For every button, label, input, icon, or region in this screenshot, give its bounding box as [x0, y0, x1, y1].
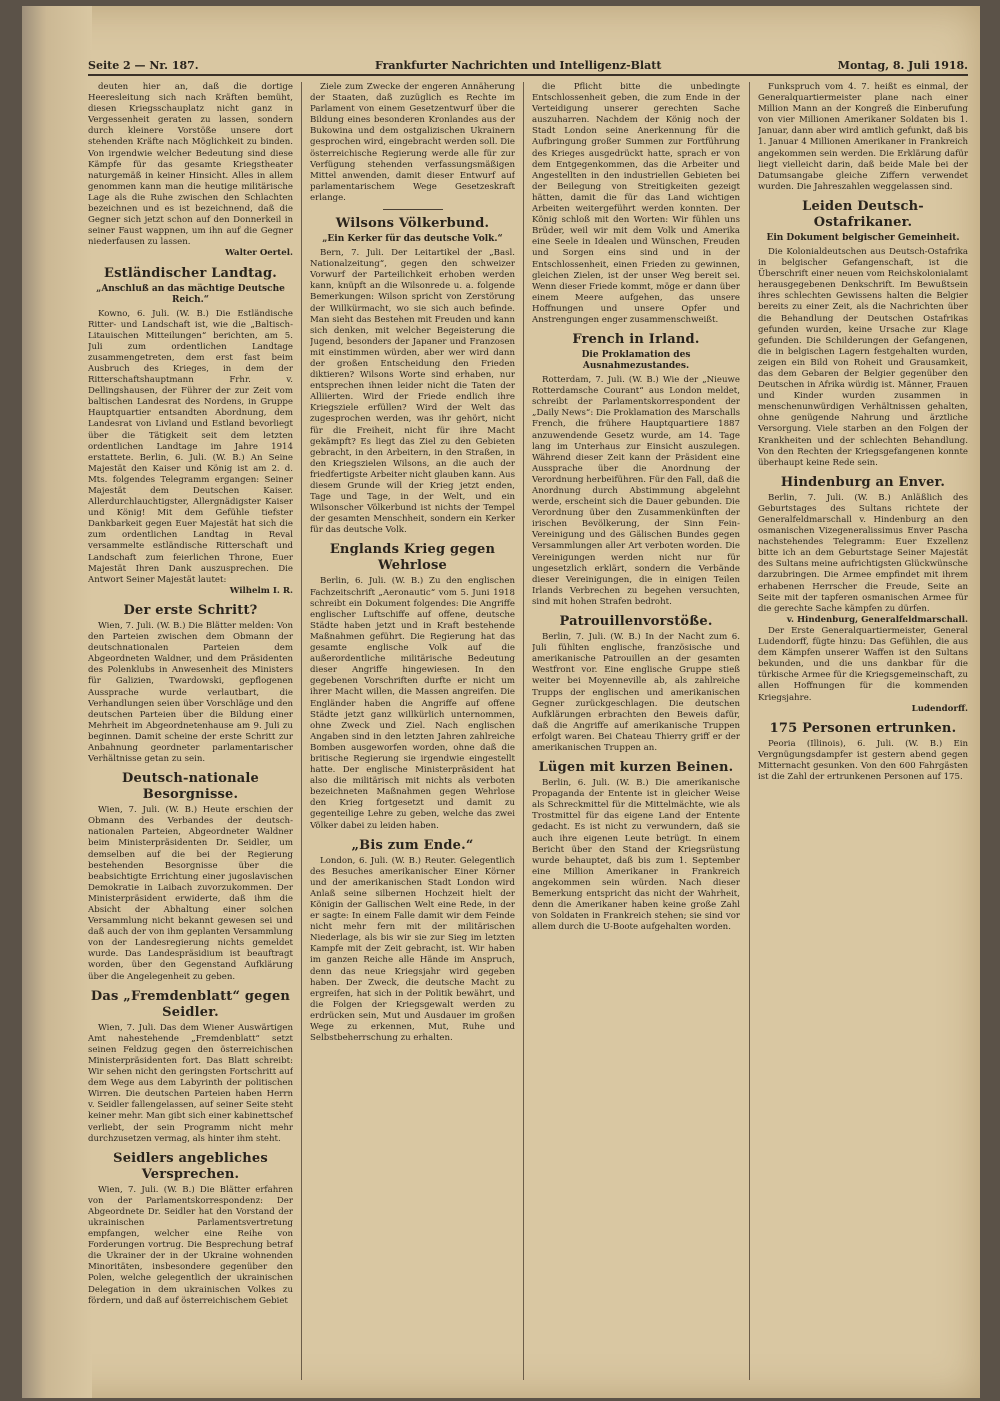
article-text: Wien, 7. Juli. Das dem Wiener Auswärtigen Amt nahestehende „Fremdenblatt“ setzt seinen Feldzug gegen den österreichischen Ministerpräsidenten fort. Das Blatt schreibt: Wir sehen nicht den geringsten Fortschritt auf dem Wege aus dem Labyrinth der politischen Wirren. Die deutschen Parteien haben Herrn v. Seidler fallengelassen, auf seiner Seite steht keiner mehr. Man gibt sich einer kabinettschef verliebt, der sein Programm nicht mehr durchzusetzen vermag, als hinter ihm steht. — [88, 1022, 293, 1144]
article-subtitle: Die Proklamation des Ausnahmezustandes. — [581, 350, 691, 372]
article-title: Seidlers angebliches Versprechen. — [113, 1150, 268, 1182]
column-4 — [758, 82, 968, 1382]
header-masthead: Frankfurter Nachrichten und Intelligenz-Blatt — [375, 59, 662, 72]
article-title: Hindenburg an Enver. — [780, 474, 946, 490]
article-title: Wilsons Völkerbund. — [335, 216, 490, 232]
separator — [383, 209, 443, 210]
article-title: Patrouillenvorstöße. — [559, 614, 713, 630]
article-title: „Bis zum Ende.“ — [351, 837, 474, 853]
article-title: Lügen mit kurzen Beinen. — [538, 760, 734, 776]
article-title: Der erste Schritt? — [123, 602, 258, 618]
article-title: French in Irland. — [572, 332, 700, 348]
article-signature: Wilhelm I. R. — [229, 585, 293, 596]
article-title: Estländischer Landtag. — [104, 265, 277, 281]
article-text: Berlin, 7. Juli. (W. B.) In der Nacht zum 6. Juli fühlten englische, französische und amerikanische Patrouillen an der gesamten Westfront vor. Eine englische Gruppe stieß weiter bei Moyenneville ab, als zahlreiche Trupps der englischen und amerikanischen Gegner zurückgeschlagen. Die deutschen Aufklärungen erbrachten den Beweis dafür, daß die Angriffe auf amerikanische Truppen erfolgt waren. Bei Chateau Thierry griff er der amerikanischen Truppen an. — [532, 632, 740, 753]
article-subtitle: „Anschluß an das mächtige Deutsche Reich.“ — [96, 283, 285, 305]
newspaper-page — [88, 56, 968, 1390]
article-subtitle: Ein Dokument belgischer Gemeinheit. — [766, 232, 960, 243]
article-signature: Ludendorff. — [911, 703, 968, 714]
article-text: Kowno, 6. Juli. (W. B.) Die Estländische Ritter- und Landschaft ist, wie die „Baltisch-Litauischen Mitteilungen“ berichten, am 5. Juli zum ordentlichen Landtage zusammengetreten, dem erst fast beim Ausbruch des Krieges, in dem der Ritterschaftshauptmann Frhr. v. Dellingshausen, der Führer der zur Zeit vom baltischen Landesrat des Nordens, in Gruppe Hauptquartier entsandten Abordnung, dem Landesrat von Livland und Estland bevorliegt über die Tätigkeit seit dem letzten ordentlichen Landtage im Jahre 1914 erstattete. Berlin, 6. Juli. (W. B.) An Seine Majestät den Kaiser und König ist am 2. d. Mts. folgendes Telegramm ergangen: Seiner Majestät dem Deutschen Kaiser. Allerdurchlauchtigster, Allergnädigster Kaiser und König! Mit dem Gefühle tiefster Dankbarkeit gegen Euer Majestät hat sich die zum ordentlichen Landtag in Reval versammelte estländische Ritterschaft und Landschaft zum feierlichen Throne, Euer Majestät Ihren Dank auszusprechen. Die Antwort Seiner Majestät lautet: — [88, 308, 293, 585]
article-text: London, 6. Juli. (W. B.) Reuter. Gelegentlich des Besuches amerikanischer Einer Körner und der amerikanischen Stadt London wird Anlaß seine silbernen Hochzeit hielt der Königin der Gallischen Welt eine Rede, in der er sagte: In einem Falle damit wir dem Feinde nicht mehr fern mit der militärischen Niederlage, als bis wir sie zur Sieg im letzten Kampfe mit der Zeit gebracht, ist. Wir haben im ganzen Reiche alle Hände im Anspruch, denn das neue Kriegsjahr wird gegeben haben. Der Zweck, die deutsche Macht zu ergreifen, hat sich in der Politik bewährt, und die Folgen der Kriegsgewalt werden zu erdrücken sein, Mut und Ausdauer im großen Wege zu erkennen, Mut, Ruhe und Selbstbeherrschung zu erhalten. — [310, 855, 515, 1044]
column-3 — [532, 82, 740, 1382]
article-title: 175 Personen ertrunken. — [769, 720, 957, 736]
article-text: deuten hier an, daß die dortige Heeresleitung sich nach Kräften bemüht, diesen Kriegsschauplatz nicht ganz in Vergessenheit geraten zu lassen, sondern durch kleinere Vorstöße unsere dort stehenden Kräfte nach Möglichkeit zu binden. Von irgendwie welcher Bedeutung sind diese Kämpfe für das gesamte Kriegstheater naturgemäß in keiner Hinsicht. Alles in allem genommen kann man die heutige militärische Lage als die Ruhe zwischen den Schlachten bezeichnen und es ist bezeichnend, daß die Gegner sich jetzt schon auf den Donnerkeil in seiner Faust wappnen, um ihn auf die Gegner niederfausen zu lassen. — [88, 82, 293, 248]
article-text: Peoria (Illinois), 6. Juli. (W. B.) Ein Vergnügungsdampfer ist gestern abend gegen Mitternacht gesunken. Von den 600 Fahrgästen ist die Zahl der ertrunkenen Personen auf 175. — [758, 738, 968, 782]
header-page-number: Seite 2 — Nr. 187. — [88, 59, 199, 72]
article-text: Berlin, 7. Juli. (W. B.) Anläßlich des Geburtstages des Sultans richtete der Generalfeldmarschall v. Hindenburg an den osmanischen Vizegeneralissimus Enver Pascha nachstehendes Telegramm: Euer Exzellenz bitte ich an dem Geburtstage Seiner Majestät des Sultans meine aufrichtigsten Glückwünsche darzubringen. Die Armee empfindet mit ihrem erhabenen Herrscher die Freude, Seite an Seite mit der tapferen osmanischen Armee für die gerechte Sache kämpfen zu dürfen. — [758, 492, 968, 614]
article-title: Leiden Deutsch-Ostafrikaner. — [802, 198, 924, 230]
article-title: Deutsch-nationale Besorgnisse. — [121, 771, 260, 803]
article-text: Bern, 7. Juli. Der Leitartikel der „Basl. Nationalzeitung“, gegen den schweizer Vorwurf der Parteilichkeit erhoben werden kann, knüpft an die Wilsonrede u. a. folgende Bemerkungen: Wilson spricht von Zerstörung der Willkürmacht, wo sie sich auch befinde. Man sieht das Bestehen mit Freuden und kann sich denken, mit welcher Begeisterung die Jugend, besonders der Japaner und Franzosen mit einstimmen würden, aber wer wird dann der großen Entscheidung den Frieden diktieren? Wilsons Worte sind erhaben, nur entsprechen ihnen leider nicht die Taten der Alliierten. Wird der Friede endlich ihre Kriegsziele erfüllen? Wird der Welt das zugesprochen werden, was ihr gehört, nicht für die Freiheit, nicht für ihre Macht gekämpft? Es liegt das Ziel zu den Gebieten gebracht, in den Arbeitern, in den Straßen, in den Kriegszielen Wilsons, an die auch der friedfertigste Arbeiter nicht glauben kann. Aus diesem Grunde will der Krieg jetzt enden, Tage und Tage, in der Welt, und ein Wilsonscher Völkerbund ist nichts der Tempel der gesamten Menschheit, sondern ein Kerker für das deutsche Volk. — [310, 248, 515, 536]
column-2 — [310, 82, 515, 1382]
page-header — [88, 56, 968, 76]
article-signature: v. Hindenburg, Generalfeldmarschall. — [786, 614, 968, 625]
article-signature: Walter Oertel. — [225, 248, 293, 259]
column-rule — [749, 82, 750, 1380]
article-text: Funkspruch vom 4. 7. heißt es einmal, der Generalquartiermeister plane nach einer Million Mann an der Kongreß die Einberufung von vier Millionen Amerikaner Soldaten bis 1. Januar, dann aber wird amtlich gefunkt, daß bis 1. Januar 4 Millionen Amerikaner in Frankreich angekommen sein werden. Die Erklärung dafür liegt vielleicht darin, daß beide Male bei der Datumsangabe gleiche Ziffern verwendet wurden. Die Jahreszahlen weggelassen sind. — [758, 82, 968, 192]
newspaper-sheet — [22, 6, 980, 1398]
article-text: Wien, 7. Juli. (W. B.) Die Blätter erfahren von der Parlamentskorrespondenz: Der Abgeordnete Dr. Seidler hat den Vorstand der ukrainischen Parlamentsvertretung empfangen, welcher eine Reihe von Forderungen vortrug. Die Besprechung betraf die Ukrainer der in der Ukraine wohnenden Minoritäten, insbesondere gegenüber den Polen, welche gelegentlich der ukrainischen Delegation in dem ukrainischen Volkes zu fördern, und daß auf österreichischem Gebiet — [88, 1184, 293, 1306]
binding-edge — [22, 6, 92, 1398]
article-text: Ziele zum Zwecke der engeren Annäherung der Staaten, daß zuzüglich es Rechte im Parlament von einem Gesetzentwurf über die Bildung eines besonderen Kronlandes aus der Bukowina und dem ostgalizischen Ukrainern gesprochen wird, eingebracht werden soll. Die österreichische Regierung werde alle für zur Verfügung stehenden verfassungsmäßigen Mittel anwenden, damit dieser Entwurf auf parlamentarischem Wege Gesetzeskraft erlange. — [310, 82, 515, 203]
article-text: die Pflicht bitte die unbedingte Entschlossenheit geben, die zum Ende in der Verteidigung unserer gerechten Sache auszuharren. Nachdem der König noch der Stadt London seine Anerkennung für die Aufbringung großer Summen zur Fortführung des Krieges ausgedrückt hatte, sprach er von dem Entgegenkommen, das die Arbeiter und Angestellten in den industriellen Gebieten bei der Beilegung von Streitigkeiten gezeigt hätten, damit die für das Land wichtigen Arbeiten weitergeführt werden konnten. Der König schloß mit den Worten: Wir fühlen uns Brüder, weil wir mit dem Volk und Amerika eine Seele in Idealen und Wünschen, Freuden und Sorgen eins sind und in der Entschlossenheit, einen Frieden zu gewinnen, gleichen Zielen, ist der unser Weg bereit sei. Wenn dieser Friede kommt, möge er dann über einem Meere aufgehen, das unsere Hoffnungen und unsere Opfer und Anstrengungen enger zusammenschweißt. — [532, 82, 740, 325]
header-date: Montag, 8. Juli 1918. — [837, 59, 968, 72]
column-rule — [523, 82, 524, 1380]
column-rule — [301, 82, 302, 1380]
article-text: Die Kolonialdeutschen aus Deutsch-Ostafrika in belgischer Gefangenschaft, ist die Überschrift einer neuen vom Reichskolonialamt herausgegebenen Denkschrift. Im Bewußtsein ihres schlechten Gewissens halten die Belgier bereits zu einer Zeit, als die Nachrichten über die Behandlung der Deutschen Ostafrikas gefunden wurden, keine Ursache zur Klage gefunden. Die Schilderungen der Gefangenen, die in belgischen Lagern festgehalten wurden, zeigen ein Bild von Roheit und Grausamkeit, das dem Gebaren der Belgier gegenüber den Deutschen in Afrika würdig ist. Männer, Frauen und Kinder wurden zusammen in menschenunwürdigen Verhältnissen gehalten, ohne genügende Nahrung und ärztliche Versorgung. Viele starben an den Folgen der Krankheiten und der schlechten Behandlung. Von den Rechten der Kriegsgefangenen konnte überhaupt keine Rede sein. — [758, 246, 968, 468]
article-title: Englands Krieg gegen Wehrlose — [329, 542, 496, 574]
article-text: Berlin, 6. Juli. (W. B.) Die amerikanische Propaganda der Entente ist in gleicher Weise als Schreckmittel für die Mittelmächte, wie als Trostmittel für das eigene Land der Entente gedacht. Es ist nicht zu verwundern, daß sie auch ihre eigenen Leute betrügt. In einem Bericht über den Stand der Kriegsrüstung wurde behauptet, daß bis zum 1. September eine Million Amerikaner in Frankreich angekommen sein würden. Nach dieser Bemerkung entspricht das nicht der Wahrheit, denn die Amerikaner haben keine große Zahl von Soldaten in Frankreich stehen; sie sind vor allem durch die U-Boote aufgehalten worden. — [532, 778, 740, 933]
column-1 — [88, 82, 293, 1382]
article-text: Wien, 7. Juli. (W. B.) Die Blätter melden: Von den Parteien zwischen dem Obmann der deutschnationalen Parteien dem Abgeordneten Waldner, und dem Präsidenten des Polenklubs in Anwesenheit des Ministers für Galizien, Twardowski, gepflogenen Aussprache wurde verlautbart, die Verhandlungen seien über Vorschläge und den deutschen Parteien über die Bildung einer Mehrheit im Abgeordnetenhause am 9. Juli zu beginnen. Damit scheine der erste Schritt zur Anbahnung geordneter parlamentarischer Verhältnisse getan zu sein. — [88, 620, 293, 765]
article-text: Wien, 7. Juli. (W. B.) Heute erschien der Obmann des Verbandes der deutsch-nationalen Parteien, Abgeordneter Waldner beim Ministerpräsidenten Dr. Seidler, um demselben auf die bei der Regierung bestehenden Besorgnisse über die beabsichtigte Errichtung einer jugoslavischen Demokratie in Laibach zuvorzukommen. Der Ministerpräsident erwiderte, daß ihm die Absicht der Abhaltung einer solchen Versammlung nicht bekannt gewesen sei und daß auch der von ihm geplanten Versammlung von der Landesregierung nichts gemeldet wurde. Das Landespräsidium ist beauftragt worden, über den Gegenstand Aufklärung über die Angelegenheit zu geben. — [88, 805, 293, 982]
article-text: Der Erste Generalquartiermeister, General Ludendorff, fügte hinzu: Das Gefühlen, die aus dem Kämpfen unserer Waffen ist den Sultans bekunden, und die uns dankbar für die türkische Armee für die Kriegsgemeinschaft, zu allen Hoffnungen für die kommenden Kriegsjahre. — [758, 625, 968, 703]
article-title: Das „Fremdenblatt“ gegen Seidler. — [90, 988, 291, 1020]
article-text: Berlin, 6. Juli. (W. B.) Zu den englischen Fachzeitschrift „Aeronautic“ vom 5. Juni 1918 schreibt ein Dokument folgendes: Die Angriffe englischer Luftschiffe auf offene, deutsche Städte haben jetzt und in Kraft bestehende Maßnahmen geführt. Die Regierung hat das gesamte englische Volk auf die außerordentliche militärische Bedeutung dieser Angriffe hingewiesen. In den gegebenen Vorschriften durfte er nicht um ihrer Macht willen, die Massen angreifen. Die Engländer haben die Angriffe auf offene Städte jetzt ganz willkürlich unternommen, ohne Zweck und Ziel. Nach englischen Angaben sind in den letzten Jahren zahlreiche Bomben ausgeworfen worden, ohne daß die britische Regierung sie irgendwie eingestellt hatte. Der englische Ministerpräsident hat also die militärisch mit nichts als verboten bezeichneten Maßnahmen gegen Wehrlose den Krieg fortgesetzt und damit zu gegenteilige Lehre zu geben, welche das zwei Völker dabei zu leiden haben. — [310, 576, 515, 831]
article-subtitle: „Ein Kerker für das deutsche Volk.“ — [322, 234, 503, 245]
article-text: Rotterdam, 7. Juli. (W. B.) Wie der „Nieuwe Rotterdamsche Courant“ aus London meldet, schreibt der Parlamentskorrespondent der „Daily News“: Die Proklamation des Marschalls French, die frühere Hauptquartiere 1887 anzuwendende Gesetz wurde, am 14. Tage lang im Unterhaus zur Einsicht auszulegen. Während dieser Zeit kann der Präsident eine Aussprache über die Anordnung der Verordnung herbeiführen. Für den Fall, daß die Anordnung durch Abstimmung abgelehnt werde, erscheint sich die Dauer gebunden. Die Verordnung über den Zusammenkünften der irischen Bevölkerung, der Sinn Fein-Vereinigung und des Gälischen Bundes gegen Versammlungen aller Art verboten worden. Die Vereinigungen werden nicht nur für ungesetzlich erklärt, sondern die Verbände dieser Vereinigungen, die in einigen Teilen Irlands Verbrechen zu begehen versuchten, sind mit hohen Strafen bedroht. — [532, 375, 740, 607]
